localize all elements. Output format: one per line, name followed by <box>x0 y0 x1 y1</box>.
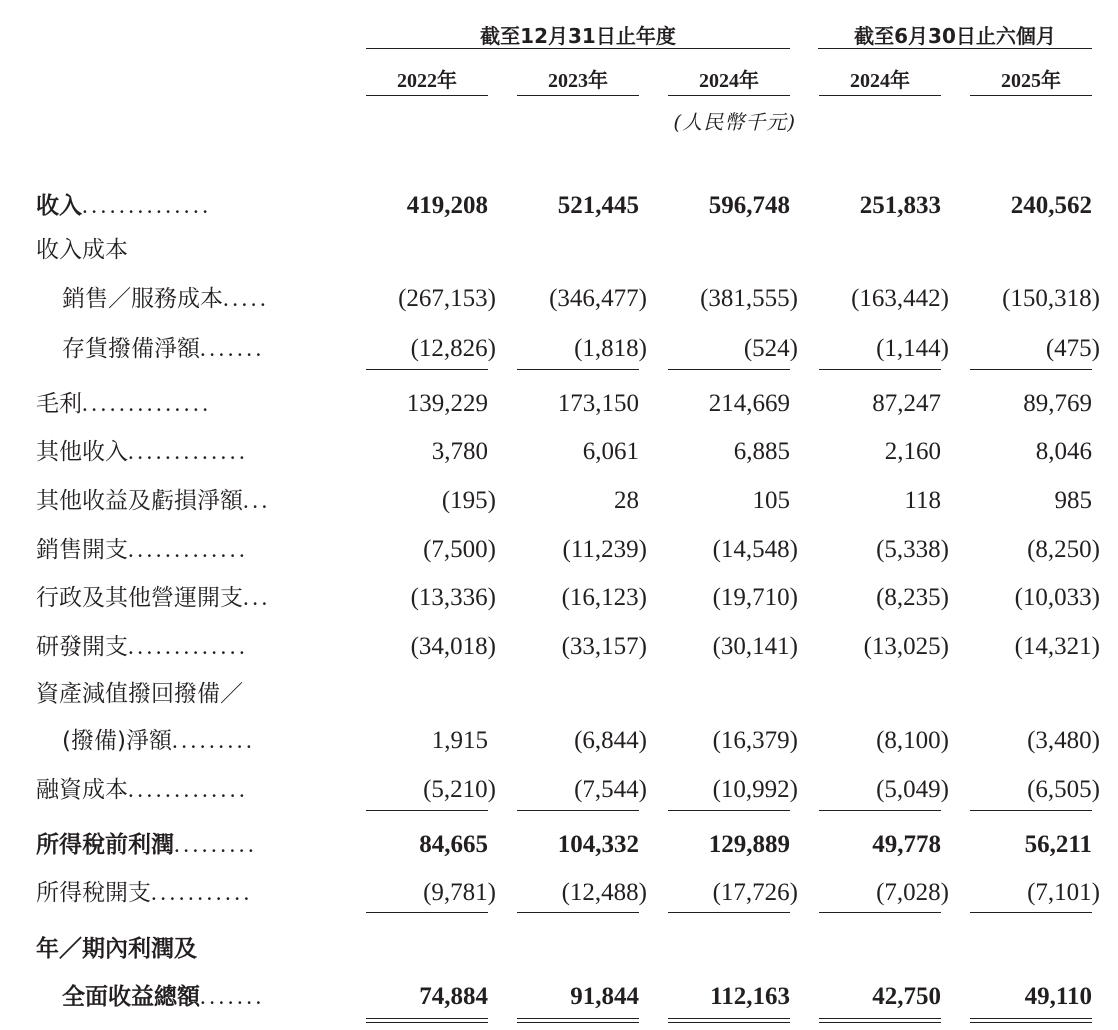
table-cell: (7,028) <box>876 879 949 906</box>
leader-dots: ......... <box>174 832 258 857</box>
table-cell: (16,123) <box>561 584 647 611</box>
table-row <box>0 188 1118 224</box>
row-label <box>36 772 336 808</box>
table-row <box>0 434 1118 470</box>
group-header-annual-rule <box>366 48 790 49</box>
table-cell: 521,445 <box>557 192 639 219</box>
table-cell: 8,046 <box>1035 438 1092 465</box>
table-cell: 1,915 <box>431 727 488 754</box>
leader-dots: ..... <box>223 286 270 311</box>
table-cell: 596,748 <box>708 192 790 219</box>
leader-dots: ............. <box>128 439 249 464</box>
unit-note: (人民幣千元) <box>673 110 796 134</box>
table-cell: (475) <box>1045 335 1100 362</box>
table-cell: 6,885 <box>733 438 790 465</box>
leader-dots: ........... <box>151 880 253 905</box>
table-cell: 28 <box>614 487 639 514</box>
table-row <box>0 483 1118 519</box>
table-cell: (10,033) <box>1014 584 1100 611</box>
group-header-annual: 截至12月31日止年度 <box>480 24 676 48</box>
table-cell: 87,247 <box>872 390 941 417</box>
table-cell: 56,211 <box>1024 831 1092 858</box>
table-cell: (5,210) <box>423 776 496 803</box>
table-cell: 49,110 <box>1024 983 1092 1010</box>
table-cell: 42,750 <box>872 983 941 1010</box>
table-cell: 105 <box>752 487 790 514</box>
row-label-text: 銷售／服務成本 <box>62 286 223 312</box>
row-label <box>36 931 336 967</box>
leader-dots: ... <box>243 585 271 610</box>
row-label-text: 毛利 <box>36 391 82 417</box>
year-rule-1 <box>366 95 488 96</box>
table-cell: 139,229 <box>406 390 488 417</box>
table-cell: (5,338) <box>876 536 949 563</box>
table-cell: 3,780 <box>431 438 488 465</box>
table-row <box>0 232 1118 268</box>
row-label-text: 融資成本 <box>36 777 128 803</box>
table-cell: (30,141) <box>712 633 798 660</box>
row-label-text: 收入成本 <box>36 237 128 263</box>
table-row <box>0 676 1118 712</box>
table-cell: (10,992) <box>712 776 798 803</box>
table-cell: (33,157) <box>561 633 647 660</box>
row-label-text: 研發開支 <box>36 634 128 660</box>
table-cell: (195) <box>441 487 496 514</box>
leader-dots: ............. <box>128 634 249 659</box>
table-cell: (8,235) <box>876 584 949 611</box>
table-cell: 214,669 <box>708 390 790 417</box>
table-cell: (17,726) <box>712 879 798 906</box>
table-cell: 84,665 <box>419 831 488 858</box>
table-cell: (163,442) <box>851 285 949 312</box>
table-row <box>0 723 1118 759</box>
table-row <box>0 386 1118 422</box>
table-row <box>0 331 1118 367</box>
row-label-text: 存貨撥備淨額 <box>62 336 200 362</box>
table-cell: (16,379) <box>712 727 798 754</box>
year-header-1: 2022年 <box>397 70 457 92</box>
row-label <box>36 676 336 712</box>
leader-dots: ............. <box>128 777 249 802</box>
table-cell: (11,239) <box>562 536 647 563</box>
row-label-text: (撥備)淨額 <box>62 728 172 754</box>
table-cell: 6,061 <box>582 438 639 465</box>
table-cell: 118 <box>904 487 941 514</box>
table-cell: (13,025) <box>863 633 949 660</box>
group-header-interim: 截至6月30日止六個月 <box>854 24 1056 48</box>
leader-dots: .............. <box>82 193 212 218</box>
table-cell: (8,100) <box>876 727 949 754</box>
table-row <box>0 629 1118 665</box>
row-label <box>36 629 336 665</box>
table-cell: (9,781) <box>423 879 496 906</box>
table-row <box>0 580 1118 616</box>
table-cell: 240,562 <box>1010 192 1092 219</box>
table-cell: 129,889 <box>708 831 790 858</box>
table-cell: (7,101) <box>1027 879 1100 906</box>
table-cell: 89,769 <box>1023 390 1092 417</box>
row-label <box>36 386 336 422</box>
year-rule-2 <box>517 95 639 96</box>
table-cell: 74,884 <box>419 983 488 1010</box>
row-label <box>36 827 336 863</box>
table-cell: (7,544) <box>574 776 647 803</box>
leader-dots: ............. <box>128 537 249 562</box>
row-label <box>36 875 336 911</box>
table-row <box>0 979 1118 1015</box>
year-rule-3 <box>668 95 790 96</box>
row-label-text: 年／期內利潤及 <box>36 936 197 962</box>
leader-dots: ....... <box>200 336 265 361</box>
table-cell: (6,844) <box>574 727 647 754</box>
table-row <box>0 281 1118 317</box>
row-label <box>36 580 336 616</box>
table-cell: 419,208 <box>406 192 488 219</box>
table-cell: 112,163 <box>710 983 790 1010</box>
table-cell: (1,818) <box>574 335 647 362</box>
table-cell: (12,826) <box>410 335 496 362</box>
table-cell: (14,548) <box>712 536 798 563</box>
table-row <box>0 772 1118 808</box>
row-label-text: 全面收益總額 <box>62 984 200 1010</box>
table-cell: 2,160 <box>884 438 941 465</box>
table-row <box>0 931 1118 967</box>
table-cell: 91,844 <box>570 983 639 1010</box>
table-cell: (8,250) <box>1027 536 1100 563</box>
row-label-text: 收入 <box>36 193 82 219</box>
leader-dots: .............. <box>82 391 212 416</box>
table-cell: (1,144) <box>876 335 949 362</box>
row-label-text: 銷售開支 <box>36 537 128 563</box>
year-header-4: 2024年 <box>850 70 910 92</box>
table-cell: 173,150 <box>557 390 639 417</box>
table-cell: 251,833 <box>859 192 941 219</box>
year-header-5: 2025年 <box>1001 70 1061 92</box>
leader-dots: ......... <box>171 728 256 753</box>
year-rule-5 <box>970 95 1092 96</box>
row-label <box>36 483 336 519</box>
table-cell: (150,318) <box>1002 285 1100 312</box>
table-cell: (19,710) <box>712 584 798 611</box>
row-label <box>62 723 362 759</box>
year-rule-4 <box>819 95 941 96</box>
table-row <box>0 827 1118 863</box>
table-cell: (524) <box>743 335 798 362</box>
table-cell: (34,018) <box>410 633 496 660</box>
row-label <box>62 331 362 367</box>
row-label <box>36 532 336 568</box>
table-row <box>0 532 1118 568</box>
row-label-text: 所得稅前利潤 <box>36 832 174 858</box>
table-cell: (381,555) <box>700 285 798 312</box>
row-label <box>36 232 336 268</box>
table-row <box>0 875 1118 911</box>
leader-dots: ... <box>243 488 271 513</box>
year-header-3: 2024年 <box>699 70 759 92</box>
row-label-text: 行政及其他營運開支 <box>36 585 243 611</box>
leader-dots: ....... <box>200 984 265 1009</box>
table-cell: 49,778 <box>872 831 941 858</box>
row-label-text: 資產減值撥回撥備／ <box>36 681 243 707</box>
row-label-text: 其他收入 <box>36 439 128 465</box>
table-cell: (3,480) <box>1027 727 1100 754</box>
table-cell: (13,336) <box>410 584 496 611</box>
table-cell: (267,153) <box>398 285 496 312</box>
table-cell: (6,505) <box>1027 776 1100 803</box>
table-cell: (7,500) <box>423 536 496 563</box>
table-cell: (346,477) <box>549 285 647 312</box>
row-label <box>62 979 362 1015</box>
group-header-interim-rule <box>818 48 1092 49</box>
table-cell: (5,049) <box>876 776 949 803</box>
row-label-text: 所得稅開支 <box>36 880 151 906</box>
row-label <box>36 188 336 224</box>
row-label <box>62 281 362 317</box>
table-cell: 104,332 <box>557 831 639 858</box>
row-label <box>36 434 336 470</box>
year-header-2: 2023年 <box>548 70 608 92</box>
table-cell: (12,488) <box>561 879 647 906</box>
table-cell: (14,321) <box>1014 633 1100 660</box>
row-label-text: 其他收益及虧損淨額 <box>36 488 243 514</box>
table-cell: 985 <box>1054 487 1092 514</box>
